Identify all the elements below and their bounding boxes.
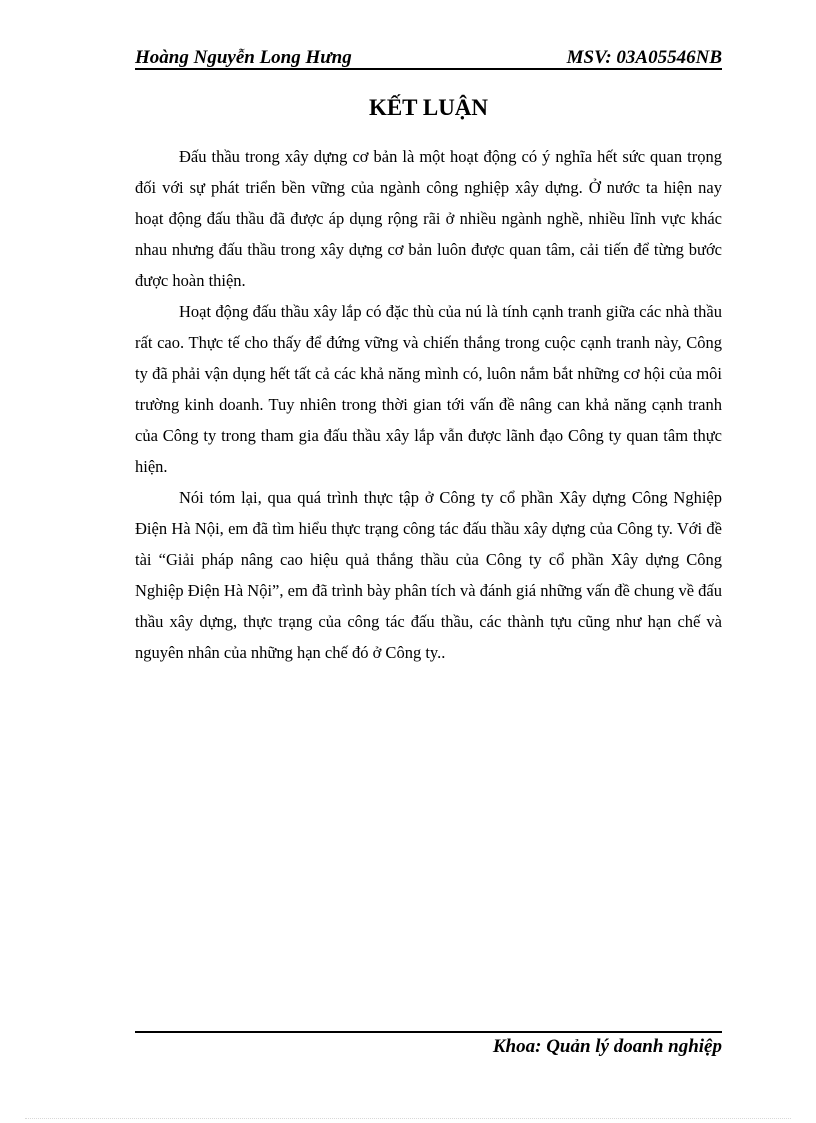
paragraph-2: Hoạt động đấu thầu xây lắp có đặc thù của nú là tính cạnh tranh giữa các nhà thầu rất cao. Thực tế cho thấy để đứng vững và chiến thắng trong cuộc cạnh tranh này, Công ty đã phải vận dụng hết tất cả các khả năng mình có, luôn nắm bắt những cơ hội của môi trường kinh doanh. Tuy nhiên trong thời gian tới vấn đề nâng can khả năng cạnh tranh của Công ty trong tham gia đấu thầu xây lắp vẫn được lãnh đạo Công ty quan tâm thực hiện. <box>135 302 722 476</box>
author-name: Hoàng Nguyễn Long Hưng <box>135 47 352 68</box>
page-bottom-edge <box>25 1118 791 1119</box>
faculty-footer: Khoa: Quản lý doanh nghiệp <box>492 1036 722 1057</box>
paragraph-1: Đấu thầu trong xây dựng cơ bản là một hoạt động có ý nghĩa hết sức quan trọng đối với sự phát triển bền vững của ngành công nghiệp xây dựng. Ở nước ta hiện nay hoạt động đấu thầu đã được áp dụng rộng rãi ở nhiều ngành nghề, nhiều lĩnh vực khác nhau nhưng đấu thầu trong xây dựng cơ bản luôn được quan tâm, cải tiến để từng bước được hoàn thiện. <box>135 147 722 290</box>
page-title: KẾT LUẬN <box>368 95 489 120</box>
page-header <box>135 44 722 70</box>
paragraph-3: Nói tóm lại, qua quá trình thực tập ở Công ty cổ phần Xây dựng Công Nghiệp Điện Hà Nội, em đã tìm hiểu thực trạng công tác đấu thầu xây dựng của Công ty. Với đề tài “Giải pháp nâng cao hiệu quả thắng thầu của Công ty cổ phần Xây dựng Công Nghiệp Điện Hà Nội”, em đã trình bày phân tích và đánh giá những vấn đề chung về đấu thầu xây dựng, thực trạng của công tác đấu thầu, các thành tựu cũng như hạn chế và nguyên nhân của những hạn chế đó ở Công ty.. <box>135 488 722 662</box>
conclusion-body <box>135 141 722 668</box>
footer-divider <box>135 1031 722 1033</box>
student-id: MSV: 03A05546NB <box>566 47 722 68</box>
